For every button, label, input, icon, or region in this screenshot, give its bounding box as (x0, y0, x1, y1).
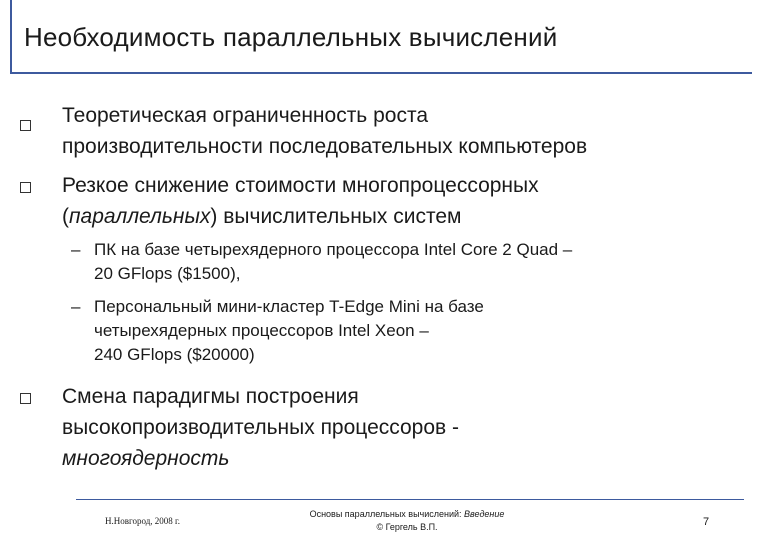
italic-term: параллельных (69, 205, 211, 228)
footer-course-title (292, 508, 522, 521)
page-title: Необходимость параллельных вычислений (24, 22, 558, 52)
footer-author: © Гергель В.П. (376, 522, 438, 532)
sub-item-2-line-3: 240 GFlops ($20000) (94, 345, 255, 364)
sub-item-2-line-1: Персональный мини-кластер T-Edge Mini на базе (94, 297, 484, 316)
square-bullet-icon (20, 393, 31, 404)
bullet-2-line-2 (62, 201, 461, 232)
title-underline (10, 72, 752, 74)
bullet-3-line-1: Смена парадигмы построения (62, 385, 359, 408)
footer-divider (76, 499, 744, 500)
sub-item-1-line-2: 20 GFlops ($1500), (94, 264, 241, 283)
bullet-2-line-1: Резкое снижение стоимости многопроцессорных (62, 174, 539, 197)
sub-bullet-dash: – (71, 297, 81, 316)
footer-location-date: Н.Новгород, 2008 г. (105, 516, 180, 526)
line-suffix: ) вычислительных систем (210, 205, 462, 228)
footer-course-info (292, 508, 522, 534)
sub-item-2-line-2: четырехядерных процессоров Intel Xeon – (94, 321, 429, 340)
sub-item-1-line-1: ПК на базе четырехядерного процессора Intel Core 2 Quad – (94, 240, 573, 259)
bullet-3-line-3-italic: многоядерность (62, 447, 230, 470)
square-bullet-icon (20, 182, 31, 193)
bullet-1-line-1: Теоретическая ограниченность роста (62, 104, 429, 127)
paren-open: ( (62, 205, 69, 228)
footer-course-prefix: Основы параллельных вычислений: (309, 509, 465, 519)
square-bullet-icon (20, 120, 31, 131)
footer-course-section: Введение (464, 509, 505, 519)
bullet-3-line-2: высокопроизводительных процессоров - (62, 416, 460, 439)
page-number: 7 (703, 516, 710, 528)
bullet-1-line-2: производительности последовательных компьютеров (62, 135, 588, 158)
sub-bullet-dash: – (71, 240, 81, 259)
